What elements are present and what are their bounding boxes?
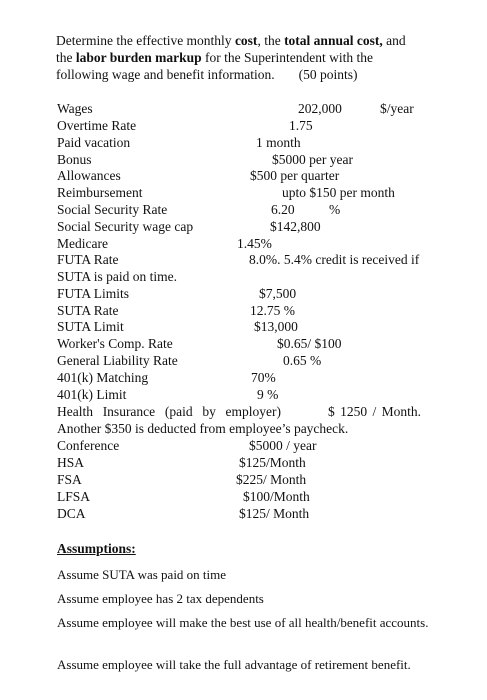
assumption-item: Assume SUTA was paid on time — [57, 567, 227, 582]
suta-rate-label: SUTA Rate — [57, 303, 119, 318]
problem-statement — [56, 32, 436, 83]
suta-paid-note: SUTA is paid on time. — [57, 269, 178, 284]
assumption-item: Assume employee will make the best use of all health/benefit accounts. — [57, 615, 429, 630]
medicare-label: Medicare — [57, 236, 108, 251]
bonus-label: Bonus — [57, 152, 92, 167]
fsa-label: FSA — [57, 472, 82, 487]
intro-line-3 — [56, 66, 436, 83]
social-security-cap-value: $142,800 — [270, 219, 321, 234]
health-insurance-label: Health Insurance (paid by employer) — [57, 404, 281, 419]
assumptions-heading: Assumptions: — [57, 541, 136, 556]
reimbursement-value: upto $150 per month — [282, 185, 395, 200]
hsa-label: HSA — [57, 455, 85, 470]
reimbursement-label: Reimbursement — [57, 185, 143, 200]
futa-limits-label: FUTA Limits — [57, 286, 130, 301]
intro-bold-total-annual-cost: total annual cost, — [284, 33, 383, 48]
health-insurance-value: $ 1250 / Month. — [328, 404, 422, 419]
bonus-value: $5000 per year — [272, 152, 353, 167]
fsa-value: $225/ Month — [236, 472, 307, 487]
conference-value: $5000 / year — [249, 438, 317, 453]
assumption-item: Assume employee will take the full advantage of retirement benefit. — [57, 657, 411, 672]
dca-label: DCA — [57, 506, 86, 521]
health-deduction-note: Another $350 is deducted from employee’s paycheck. — [57, 421, 349, 436]
conference-label: Conference — [57, 438, 120, 453]
intro-text: for the Superintendent with the — [201, 50, 374, 65]
suta-rate-value: 12.75 % — [250, 303, 295, 318]
wages-unit: $/year — [380, 101, 414, 116]
lfsa-value: $100/Month — [243, 489, 310, 504]
intro-text: , the — [257, 33, 285, 48]
401k-matching-value: 70% — [251, 370, 276, 385]
intro-text: the — [56, 50, 76, 65]
futa-rate-label: FUTA Rate — [57, 252, 119, 267]
intro-text: and — [382, 33, 406, 48]
assumption-item: Assume employee has 2 tax dependents — [57, 591, 264, 606]
vacation-label: Paid vacation — [57, 135, 131, 150]
social-security-rate-unit: % — [329, 202, 341, 217]
workers-comp-label: Worker's Comp. Rate — [57, 336, 173, 351]
liability-label: General Liability Rate — [57, 353, 178, 368]
futa-rate-value: 8.0%. 5.4% credit is received if — [249, 252, 420, 267]
suta-limit-value: $13,000 — [254, 319, 298, 334]
social-security-rate-value: 6.20 — [271, 202, 295, 217]
medicare-value: 1.45% — [237, 236, 272, 251]
wages-label: Wages — [57, 101, 93, 116]
vacation-value: 1 month — [256, 135, 301, 150]
intro-text: following wage and benefit information. — [56, 67, 275, 82]
overtime-label: Overtime Rate — [57, 118, 137, 133]
intro-line-1 — [56, 32, 436, 49]
social-security-rate-label: Social Security Rate — [57, 202, 168, 217]
allowances-label: Allowances — [57, 168, 121, 183]
401k-limit-value: 9 % — [257, 387, 279, 402]
hsa-value: $125/Month — [239, 455, 306, 470]
intro-line-2 — [56, 49, 436, 66]
401k-limit-label: 401(k) Limit — [57, 387, 127, 402]
liability-value: 0.65 % — [283, 353, 322, 368]
overtime-value: 1.75 — [289, 118, 313, 133]
wages-value: 202,000 — [298, 101, 342, 116]
workers-comp-value: $0.65/ $100 — [277, 336, 342, 351]
suta-limit-label: SUTA Limit — [57, 319, 124, 334]
intro-bold-labor-burden-markup: labor burden markup — [75, 50, 202, 65]
social-security-cap-label: Social Security wage cap — [57, 219, 194, 234]
futa-limits-value: $7,500 — [259, 286, 297, 301]
points-label: (50 points) — [298, 67, 358, 82]
allowances-value: $500 per quarter — [250, 168, 340, 183]
dca-value: $125/ Month — [239, 506, 310, 521]
lfsa-label: LFSA — [57, 489, 91, 504]
intro-bold-cost: cost — [234, 33, 258, 48]
intro-text: Determine the effective monthly — [56, 33, 235, 48]
401k-matching-label: 401(k) Matching — [57, 370, 149, 385]
